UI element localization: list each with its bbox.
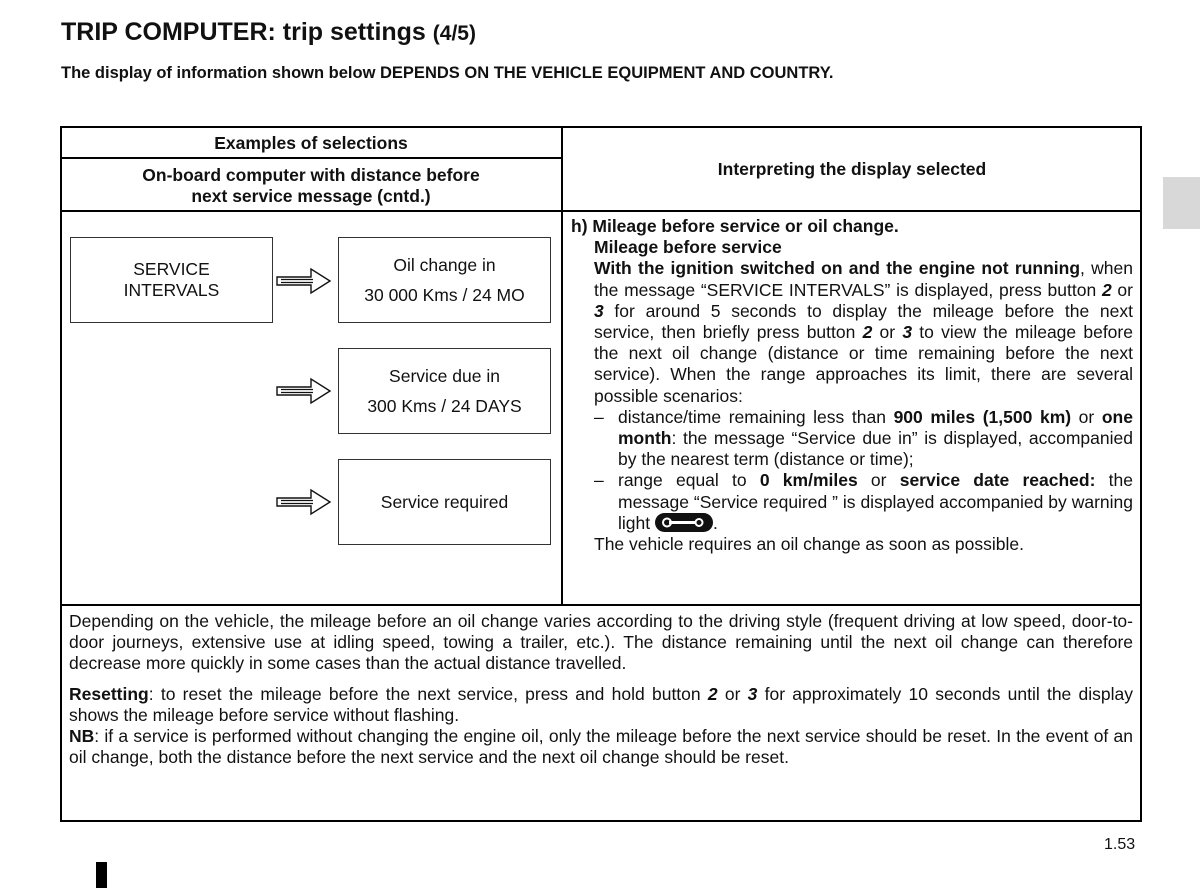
page-title: TRIP COMPUTER: trip settings (4/5) xyxy=(61,18,476,46)
interpretation-text xyxy=(571,216,1133,555)
closing-sentence: The vehicle requires an oil change as soon as possible. xyxy=(594,534,1024,555)
page-subtitle: The display of information shown below DEPENDS ON THE VEHICLE EQUIPMENT AND COUNTRY. xyxy=(61,64,834,82)
display-service-due: Service due in 300 Kms / 24 DAYS xyxy=(338,348,551,434)
section-heading-h: h) Mileage before service or oil change. xyxy=(571,216,899,236)
note-resetting: Resetting: to reset the mileage before the next service, press and hold button 2 or 3 for approximately 10 seconds until the display shows the mileage before service without flashing. xyxy=(69,683,1133,725)
row-divider xyxy=(61,210,1141,212)
header-interpreting: Interpreting the display selected xyxy=(717,159,987,179)
column-divider xyxy=(561,126,563,605)
row-divider xyxy=(61,157,561,159)
wrench-warning-light-icon xyxy=(655,513,713,532)
row-divider xyxy=(61,604,1141,606)
section-subheading: Mileage before service xyxy=(594,237,782,258)
scenario-item: – distance/time remaining less than 900 miles (1,500 km) or one month: the message “Service due in” is displayed, accompanied by the nearest term (distance or time); xyxy=(594,406,1133,470)
double-outline-arrow-icon xyxy=(275,265,333,297)
scenario-item: – range equal to 0 km/miles or service date reached: the message “Service required ” is displayed accompanied by warning light . xyxy=(594,470,1133,533)
notes-section xyxy=(69,611,1133,768)
crop-mark xyxy=(96,862,107,888)
page-number: 1.53 xyxy=(1104,836,1136,853)
header-examples: Examples of selections xyxy=(214,133,408,153)
display-service-intervals: SERVICE INTERVALS xyxy=(70,237,273,323)
note-mileage: Depending on the vehicle, the mileage before an oil change varies according to the driving style (frequent driving at low speed, door-to-door journeys, extensive use at idling speed, towing a trailer, etc.). The distance remaining until the next oil change can therefore decrease more quickly in some cases than the actual distance travelled. xyxy=(69,611,1133,674)
header-onboard-computer: On-board computer with distance before next service message (cntd.) xyxy=(142,165,480,206)
interpretation-paragraph: With the ignition switched on and the engine not running, when the message “SERVICE INTERVALS” is displayed, press button 2 or 3 for around 5 seconds to display the mileage before the next service, then briefly press button 2 or 3 to view the mileage before the next oil change (distance or time remaining before the next service). When the range approaches its limit, there are several possible scenarios: xyxy=(594,258,1133,406)
double-outline-arrow-icon xyxy=(275,375,333,407)
display-oil-change: Oil change in 30 000 Kms / 24 MO xyxy=(338,237,551,323)
note-nb: NB: if a service is performed without changing the engine oil, only the mileage before the next service should be reset. In the event of an oil change, both the distance before the next service and the next oil change should be reset. xyxy=(69,726,1133,768)
double-outline-arrow-icon xyxy=(275,486,333,518)
section-tab-marker xyxy=(1163,177,1200,229)
display-service-required: Service required xyxy=(338,459,551,545)
title-part: (4/5) xyxy=(432,22,476,45)
